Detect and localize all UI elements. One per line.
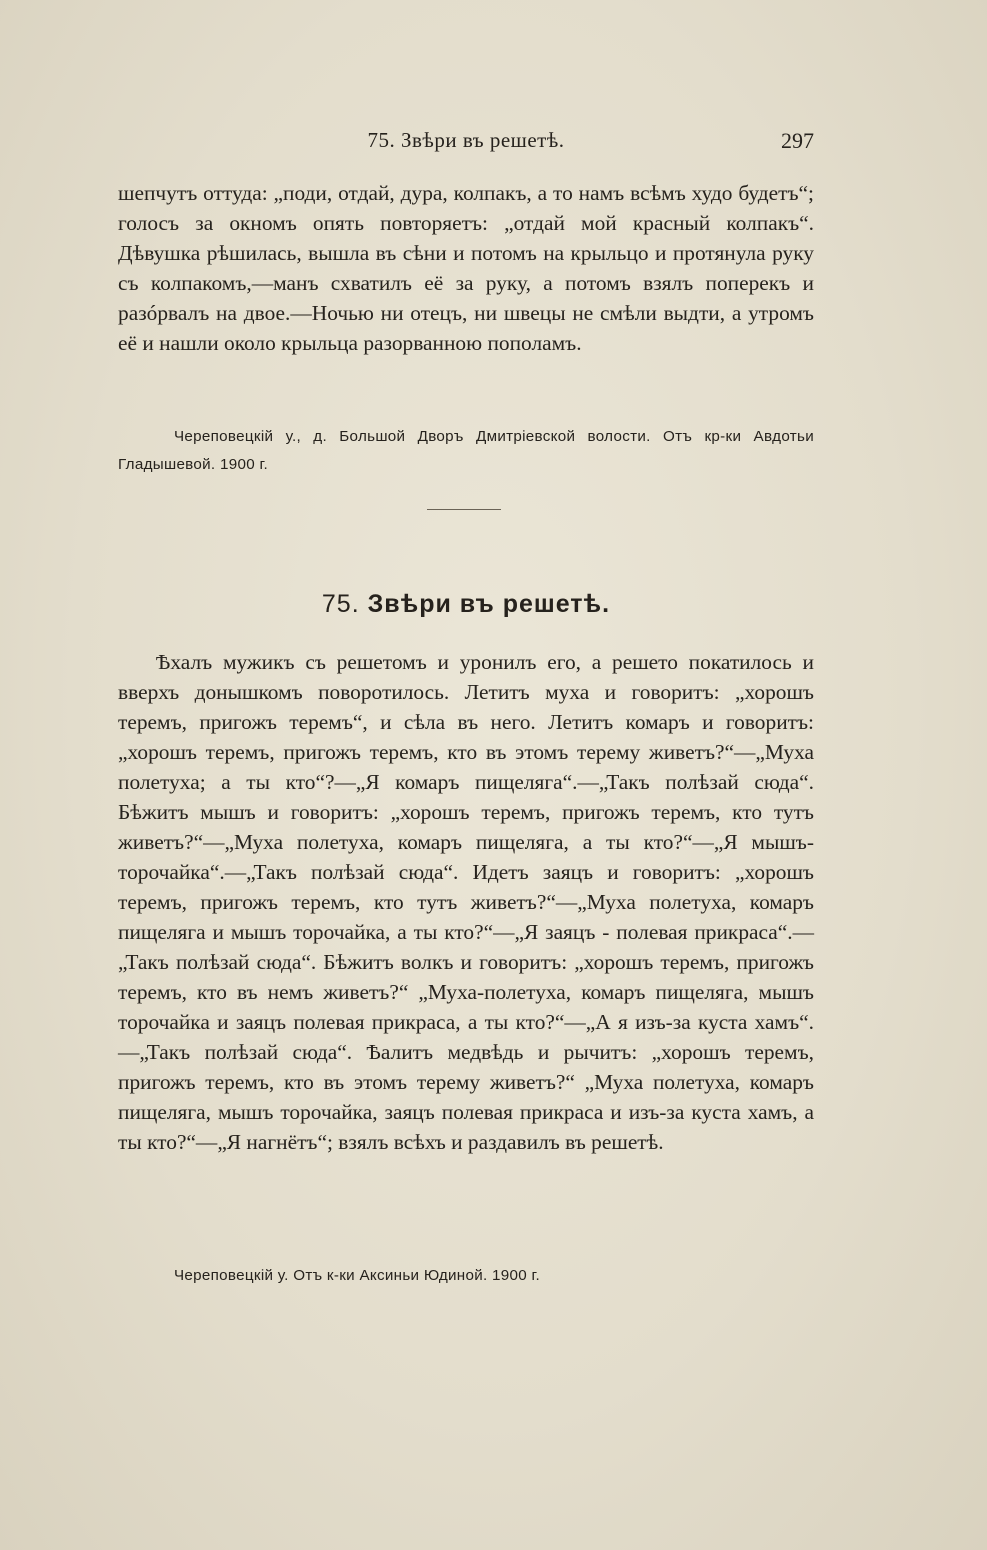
story-text: Ѣхалъ мужикъ съ решетомъ и уронилъ его, а решето покатилось и вверхъ донышкомъ поворотилось. Летитъ муха и говоритъ: „хорошъ теремъ, пригожъ теремъ“, и сѣла въ него. Летитъ комаръ и говоритъ: „хорошъ теремъ, пригожъ теремъ, кто въ этомъ терему живетъ?“—„Муха полетуха; а ты кто“?—„Я комаръ пищеляга“.—„Такъ полѣзай сюда“. Бѣжитъ мышъ и говоритъ: „хорошъ теремъ, пригожъ теремъ, кто тутъ живетъ?“—„Муха полетуха, комаръ пищеляга, а ты кто?“—„Я мышъ-торочайка“.—„Такъ полѣзай сюда“. Идетъ заяцъ и говоритъ: „хорошъ теремъ, пригожъ теремъ, кто тутъ живетъ?“—„Муха полетуха, комаръ пищеляга и мышъ торочайка, а ты кто?“—„Я заяцъ - полевая прикраса“.— „Такъ полѣзай сюда“. Бѣжитъ волкъ и говоритъ: „хорошъ теремъ, пригожъ теремъ, кто въ немъ живетъ?“ „Муха-полетуха, комаръ пищеляга, мышъ торочайка и заяцъ полевая прикраса, а ты кто?“—„А я изъ-за куста хамъ“.—„Такъ полѣзай сюда“. Ѣалитъ медвѣдь и рычитъ: „хорошъ теремъ, пригожъ теремъ, кто въ этомъ терему живетъ?“ „Муха полетуха, комаръ пищеляга, мышъ торочайка, заяцъ полевая прикраса и изъ-за куста хамъ, а ты кто?“—„Я нагнётъ“; взялъ всѣхъ и раздавилъ въ решетѣ. (118, 650, 814, 1154)
story-number: 75. (321, 590, 360, 618)
story-source: Череповецкій у. Отъ к-ки Аксиньи Юдиной. 1900 г. (174, 1267, 541, 1284)
story-title-text: Звѣри въ решетѣ. (367, 590, 611, 618)
story-title (118, 590, 814, 619)
previous-story-ending: шепчутъ оттуда: „поди, отдай, дура, колпакъ, а то намъ всѣмъ худо будетъ“; голосъ за окномъ опять повторяетъ: „отдай мой красный колпакъ“. Дѣвушка рѣшилась, вышла въ сѣни и потомъ на крыльцо и протянула руку съ колпакомъ,—манъ схватилъ её за руку, а потомъ взялъ поперекъ и разóрвалъ на двое.—Ночью ни отецъ, ни швецы не смѣли выдти, а утромъ её и нашли около крыльца разорванною пополамъ. (118, 181, 814, 355)
page-number: 297 (781, 128, 814, 153)
running-head (118, 128, 814, 158)
running-title: 75. Звѣри въ решетѣ. (367, 128, 565, 152)
section-divider (427, 509, 501, 510)
previous-story-source: Череповецкій у., д. Большой Дворъ Дмитріевской волости. Отъ кр-ки Авдотьи Гладышевой. 1900 г. (118, 428, 814, 473)
